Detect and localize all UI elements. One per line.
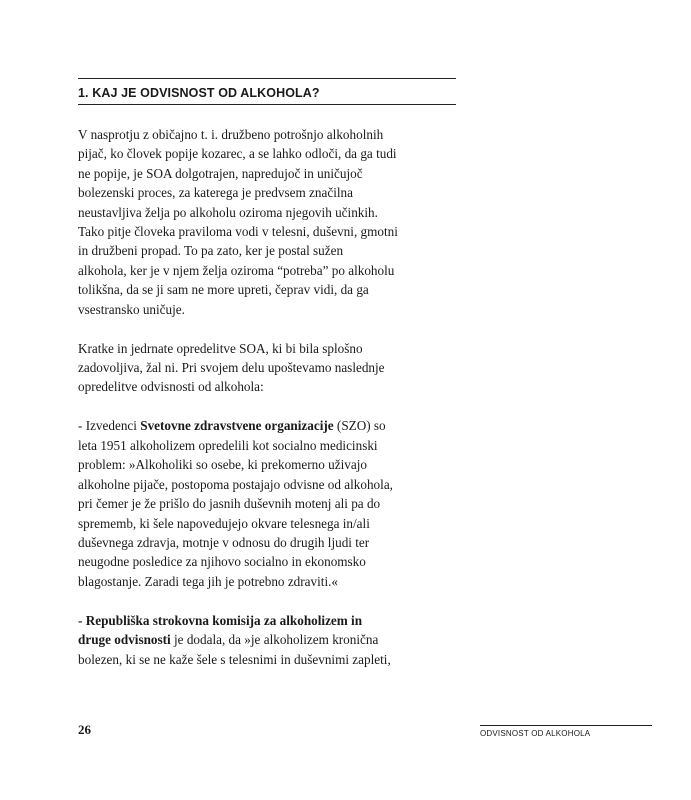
text-run: je dodala, da »je alkoholizem kronična [170,632,379,648]
text-line: neugodne posledice za njihovo socialno in ekonomsko [78,554,366,570]
paragraph-3-who-definition [78,416,458,591]
text-line: alkohola, ker je v njem želja oziroma “potreba” po alkoholu [78,262,395,278]
text-line: blagostanje. Zaradi tega jih je potrebno zdraviti.« [78,573,338,589]
text-line: sprememb, ki šele napovedujejo okvare telesnega in/ali [78,515,370,531]
commission-name: druge odvisnosti [78,632,171,648]
text-line: Tako pitje človeka praviloma vodi v telesni, duševni, gmotni [78,224,398,240]
organization-name: Svetovne zdravstvene organizacije [140,418,334,434]
footer-rule [480,725,652,726]
top-rule [78,78,456,79]
text-line: duševnega zdravja, motnje v odnosu do drugih ljudi ter [78,534,370,550]
page-number: 26 [78,722,91,737]
text-run: - Izvedenci [78,418,141,434]
text-line: pri čemer je že prišlo do jasnih duševnih motenj ali pa do [78,496,381,512]
text-line: in družbeni propad. To pa zato, ker je postal sužen [78,243,344,259]
body-text [78,125,458,669]
paragraph-gap [78,397,458,417]
paragraph-4-commission-definition [78,611,458,669]
text-line: leta 1951 alkoholizem opredelili kot socialno medicinski [78,437,378,453]
text-line: V nasprotju z običajno t. i. družbeno potrošnjo alkoholnih [78,127,384,142]
text-line: alkoholne pijače, postopoma postajajo odvisne od alkohola, [78,476,393,492]
text-line: bolezenski proces, za katerega je predvsem značilna [78,185,353,201]
text-line: tolikšna, da se ji sam ne more upreti, čeprav vidi, da ga [78,282,369,298]
commission-name: - Republiška strokovna komisija za alkoholizem in [78,612,363,628]
text-line: Kratke in jedrnate opredelitve SOA, ki bi bila splošno [78,340,363,356]
text-line: ne popije, je SOA dolgotrajen, napredujoč in uničujoč [78,165,363,181]
text-line: opredelitve odvisnosti od alkohola: [78,379,264,395]
text-line: zadovoljiva, žal ni. Pri svojem delu upoštevamo naslednje [78,360,385,376]
text-line: problem: »Alkoholiki so osebe, ki prekomerno uživajo [78,457,367,473]
text-line [78,416,458,435]
text-line: pijač, ko človek popije kozarec, a se lahko odloči, da ga tudi [78,146,397,162]
text-line: vsestransko uničuje. [78,301,185,317]
text-line: neustavljiva želja po alkoholu oziroma njegovih učinkih. [78,204,378,220]
heading-rule [78,104,456,105]
text-run: (SZO) so [333,418,386,434]
paragraph-1 [78,125,458,319]
text-line: bolezen, ki se ne kaže šele s telesnimi in duševnimi zapleti, [78,651,391,667]
paragraph-gap [78,591,458,611]
paragraph-gap [78,319,458,339]
running-footer-title: ODVISNOST OD ALKOHOLA [480,729,591,738]
text-line [78,630,458,649]
paragraph-2 [78,339,458,397]
chapter-heading: 1. KAJ JE ODVISNOST OD ALKOHOLA? [78,86,320,100]
text-line [78,611,458,630]
